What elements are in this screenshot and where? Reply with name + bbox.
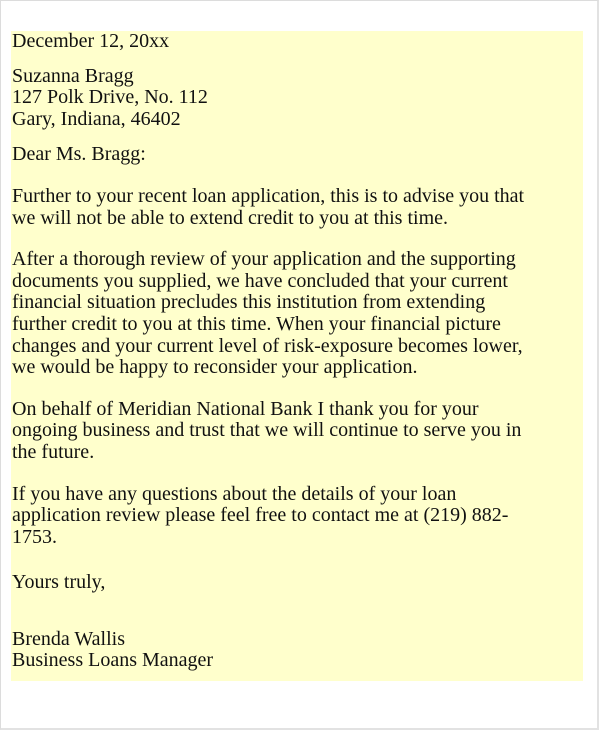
paragraph-line: If you have any questions about the details of your loan (12, 482, 457, 505)
paragraph-line: changes and your current level of risk-exposure becomes lower, (12, 334, 523, 357)
signature-block (12, 629, 583, 672)
date-text: December 12, 20xx (12, 30, 170, 52)
paragraph-line: we will not be able to extend credit to you at this time. (12, 206, 449, 229)
recipient-name: Suzanna Bragg (12, 64, 134, 87)
signer-title: Business Loans Manager (12, 649, 214, 672)
paragraph-line: ongoing business and trust that we will continue to serve you in (12, 419, 522, 442)
paragraph-review (12, 249, 583, 379)
letter-date (12, 31, 583, 53)
paragraph-line: further credit to you at this time. When your financial picture (12, 312, 501, 335)
paragraph-line: we would be happy to reconsider your application. (12, 356, 418, 379)
closing (12, 572, 583, 594)
closing-text: Yours truly, (12, 571, 106, 594)
paragraph-contact (12, 484, 583, 549)
paragraph-line: On behalf of Meridian National Bank I thank you for your (12, 397, 479, 420)
paragraph-line: Further to your recent loan application, this is to advise you that (12, 184, 525, 207)
paragraph-line: 1753. (12, 525, 57, 548)
recipient-address-line2: Gary, Indiana, 46402 (12, 107, 181, 130)
paragraph-line: the future. (12, 440, 95, 463)
salutation (12, 144, 583, 166)
salutation-text: Dear Ms. Bragg: (12, 143, 146, 166)
paragraph-denial (12, 186, 583, 229)
signer-name: Brenda Wallis (12, 627, 125, 650)
paragraph-line: application review please feel free to contact me at (219) 882- (12, 504, 509, 527)
paragraph-line: documents you supplied, we have concluded that your current (12, 269, 508, 292)
paragraph-line: financial situation precludes this institution from extending (12, 291, 486, 314)
recipient-address-line1: 127 Polk Drive, No. 112 (12, 86, 208, 109)
letter-body (11, 31, 583, 681)
paragraph-thanks (12, 399, 583, 464)
recipient-address (12, 66, 583, 131)
paragraph-line: After a thorough review of your application and the supporting (12, 248, 516, 271)
